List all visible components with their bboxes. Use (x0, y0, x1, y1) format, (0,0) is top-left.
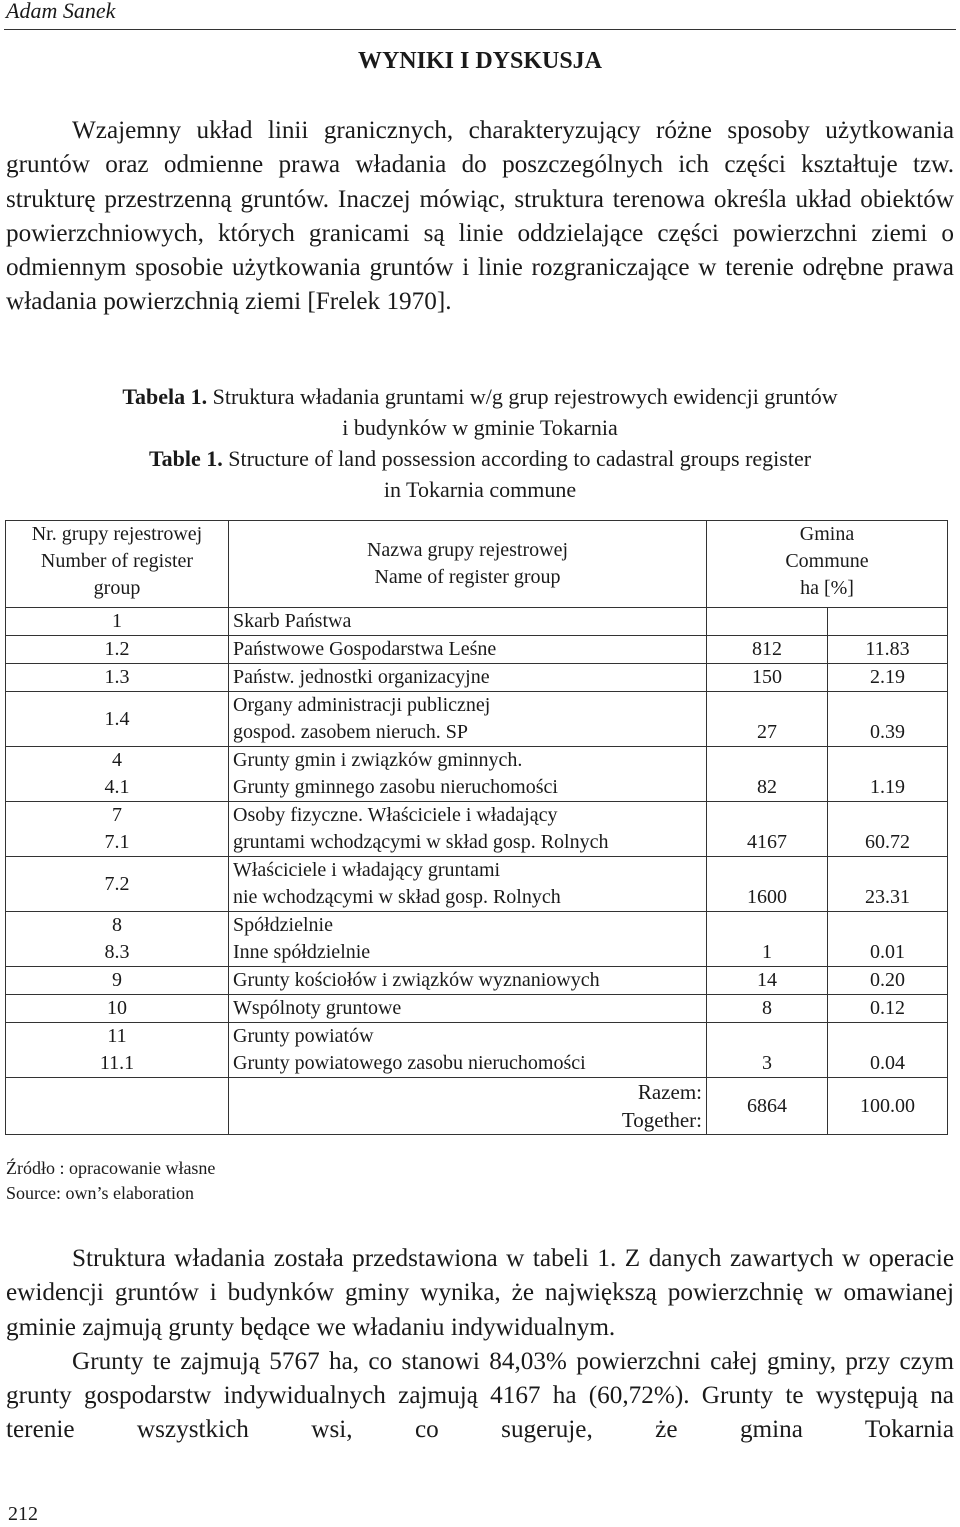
total-area-percent: 100.00 (828, 1078, 948, 1135)
cell-area-ha: 4167 (707, 802, 828, 857)
register-name-line: Państw. jednostki organizacyjne (233, 666, 490, 688)
register-number-line: 11.1 (99, 1052, 135, 1074)
cell-area-ha: 14 (707, 967, 828, 995)
cell-register-name (229, 747, 707, 802)
cell-area-ha: 150 (707, 664, 828, 692)
cell-register-name (229, 636, 707, 664)
cell-area-percent: 0.39 (828, 692, 948, 747)
register-name-line: Grunty kościołów i związków wyznaniowych (233, 969, 600, 991)
register-name-line: Grunty gmin i związków gminnych. (233, 749, 523, 771)
register-number-line: 8 (112, 914, 122, 936)
table-row (6, 747, 948, 802)
table-row (6, 802, 948, 857)
cell-register-name (229, 967, 707, 995)
header-name-pl: Nazwa grupy rejestrowej (366, 539, 569, 561)
caption-pl-text1: Struktura władania gruntami w/g grup rejestrowych ewidencji gruntów (212, 384, 838, 409)
header-nr-en2: group (93, 577, 141, 599)
register-number-line: 11 (107, 1025, 127, 1047)
table-row (6, 857, 948, 912)
paragraph-1 (6, 114, 954, 320)
cell-register-number (6, 1023, 229, 1078)
cell-area-percent: 23.31 (828, 857, 948, 912)
cell-area-ha: 27 (707, 692, 828, 747)
table-caption (0, 381, 960, 505)
cell-register-number (6, 747, 229, 802)
cell-register-number (6, 802, 229, 857)
cell-register-name (229, 664, 707, 692)
cell-register-name (229, 802, 707, 857)
cell-area-ha (707, 608, 828, 636)
header-commune-pl: Gmina (799, 523, 855, 545)
header-commune-en: Commune (785, 550, 869, 572)
cell-area-percent: 0.20 (828, 967, 948, 995)
cell-area-percent: 0.01 (828, 912, 948, 967)
section-title: WYNIKI I DYSKUSJA (357, 48, 603, 74)
register-number-line: 7 (112, 804, 122, 826)
table-row (6, 1023, 948, 1078)
caption-en-line1 (0, 443, 960, 474)
source-pl: Źródło : opracowanie własne (6, 1158, 216, 1178)
cell-register-number (6, 995, 229, 1023)
cell-area-percent: 60.72 (828, 802, 948, 857)
cell-register-name (229, 857, 707, 912)
caption-en-line2: in Tokarnia commune (383, 477, 577, 502)
register-number-line: 7.2 (104, 872, 130, 895)
table-row (6, 995, 948, 1023)
cell-register-name (229, 912, 707, 967)
cell-area-percent: 0.04 (828, 1023, 948, 1078)
table-row (6, 608, 948, 636)
cell-register-name (229, 995, 707, 1023)
cell-register-number (6, 636, 229, 664)
register-name-line: nie wchodzącymi w skład gosp. Rolnych (233, 886, 561, 908)
cell-area-percent: 1.19 (828, 747, 948, 802)
caption-en-text1: Structure of land possession according to cadastral groups register (228, 446, 812, 471)
register-name-line: Wspólnoty gruntowe (233, 997, 402, 1019)
total-label-line: Together: (621, 1108, 702, 1132)
table-source (6, 1156, 215, 1206)
cell-area-ha: 82 (707, 747, 828, 802)
cell-area-ha: 812 (707, 636, 828, 664)
table-row (6, 967, 948, 995)
register-name-line: Państwowe Gospodarstwa Leśne (233, 638, 497, 660)
header-nr-en: Number of register (40, 550, 194, 572)
register-name-line: Organy administracji publicznej (233, 694, 491, 716)
cell-register-number (6, 857, 229, 912)
table-header-row (6, 521, 948, 608)
paragraph-3-text: Grunty te zajmują 5767 ha, co stanowi 84,03% powierzchni całej gminy, przy czym grunty gospodarstw indywidualnych zajmują 4167 ha (60,72%). Grunty te występują na terenie wszystkich wsi, co sugeruje, że gmina Tokarnia (6, 1347, 954, 1444)
register-name-line: Grunty powiatów (233, 1025, 374, 1047)
cell-area-percent: 0.12 (828, 995, 948, 1023)
cell-area-ha: 3 (707, 1023, 828, 1078)
table-row (6, 636, 948, 664)
cell-register-name (229, 608, 707, 636)
cell-area-percent: 2.19 (828, 664, 948, 692)
total-label-line: Razem: (637, 1080, 702, 1104)
total-area-ha: 6864 (707, 1078, 828, 1135)
register-number-line: 7.1 (104, 831, 130, 853)
header-name-en: Name of register group (374, 566, 561, 588)
register-number-line: 1.3 (104, 666, 130, 688)
table-row (6, 912, 948, 967)
header-rule (4, 29, 956, 30)
table-row (6, 692, 948, 747)
register-name-line: Osoby fizyczne. Właściciele i władający (233, 804, 558, 826)
cell-register-name (229, 1023, 707, 1078)
caption-en-label: Table 1. (148, 446, 223, 471)
source-en: Source: own’s elaboration (6, 1183, 194, 1203)
caption-pl-line2: i budynków w gminie Tokarnia (342, 415, 618, 440)
cell-area-percent (828, 608, 948, 636)
possession-table (5, 520, 948, 1135)
table-total-row (6, 1078, 948, 1135)
register-name-line: Grunty gminnego zasobu nieruchomości (233, 776, 558, 798)
total-empty-cell (6, 1078, 229, 1135)
cell-register-number (6, 967, 229, 995)
cell-register-number (6, 912, 229, 967)
paragraph-2-text: Struktura władania została przedstawiona w tabeli 1. Z danych zawartych w operacie ewidencji gruntów i budynków gminy wynika, że największą powierzchnię w omawianej gminie zajmują grunty będące we władaniu indywidualnym. (6, 1245, 954, 1341)
cell-register-number (6, 692, 229, 747)
register-number-line: 9 (112, 969, 122, 991)
register-number-line: 1.4 (104, 707, 130, 730)
cell-area-percent: 11.83 (828, 636, 948, 664)
paragraph-2 (6, 1242, 954, 1448)
register-number-line: 4 (112, 749, 122, 771)
register-number-line: 8.3 (104, 941, 130, 963)
header-nr-pl: Nr. grupy rejestrowej (31, 523, 203, 545)
register-name-line: Właściciele i władający gruntami (233, 859, 501, 881)
cell-register-number (6, 664, 229, 692)
register-name-line: gruntami wchodzącymi w skład gosp. Rolnych (233, 831, 609, 853)
cell-area-ha: 1 (707, 912, 828, 967)
caption-pl-label: Tabela 1. (122, 384, 208, 409)
total-label (229, 1078, 707, 1135)
header-commune (707, 521, 948, 608)
register-number-line: 4.1 (104, 776, 130, 798)
register-name-line: Grunty powiatowego zasobu nieruchomości (233, 1052, 586, 1074)
running-header-author: Adam Sanek (6, 0, 116, 23)
paragraph-1-text: Wzajemny układ linii granicznych, charakteryzujący różne sposoby użytkowania gruntów oraz odmienne prawa władania do poszczególnych ich części kształtuje tzw. strukturę przestrzenną gruntów. Inaczej mówiąc, struktura terenowa określa układ obiektów powierzchniowych, których granicami są linie oddzielające części powierzchni ziemi o odmiennym sposobie użytkowania gruntów i linie rozgraniczające w terenie odrębne prawa władania powierzchnią ziemi [Frelek 1970]. (6, 117, 954, 316)
page-number: 212 (8, 1503, 38, 1525)
register-number-line: 1.2 (104, 638, 130, 660)
register-name-line: gospod. zasobem nieruch. SP (233, 721, 468, 743)
cell-area-ha: 8 (707, 995, 828, 1023)
header-nr (6, 521, 229, 608)
header-name (229, 521, 707, 608)
cell-register-number (6, 608, 229, 636)
register-name-line: Spółdzielnie (233, 914, 333, 936)
cell-register-name (229, 692, 707, 747)
cell-area-ha: 1600 (707, 857, 828, 912)
header-commune-unit: ha [%] (800, 577, 854, 599)
register-name-line: Inne spółdzielnie (233, 941, 371, 963)
register-number-line: 10 (107, 997, 127, 1019)
table-row (6, 664, 948, 692)
register-name-line: Skarb Państwa (233, 610, 352, 632)
caption-pl-line1 (0, 381, 960, 412)
register-number-line: 1 (112, 610, 122, 632)
